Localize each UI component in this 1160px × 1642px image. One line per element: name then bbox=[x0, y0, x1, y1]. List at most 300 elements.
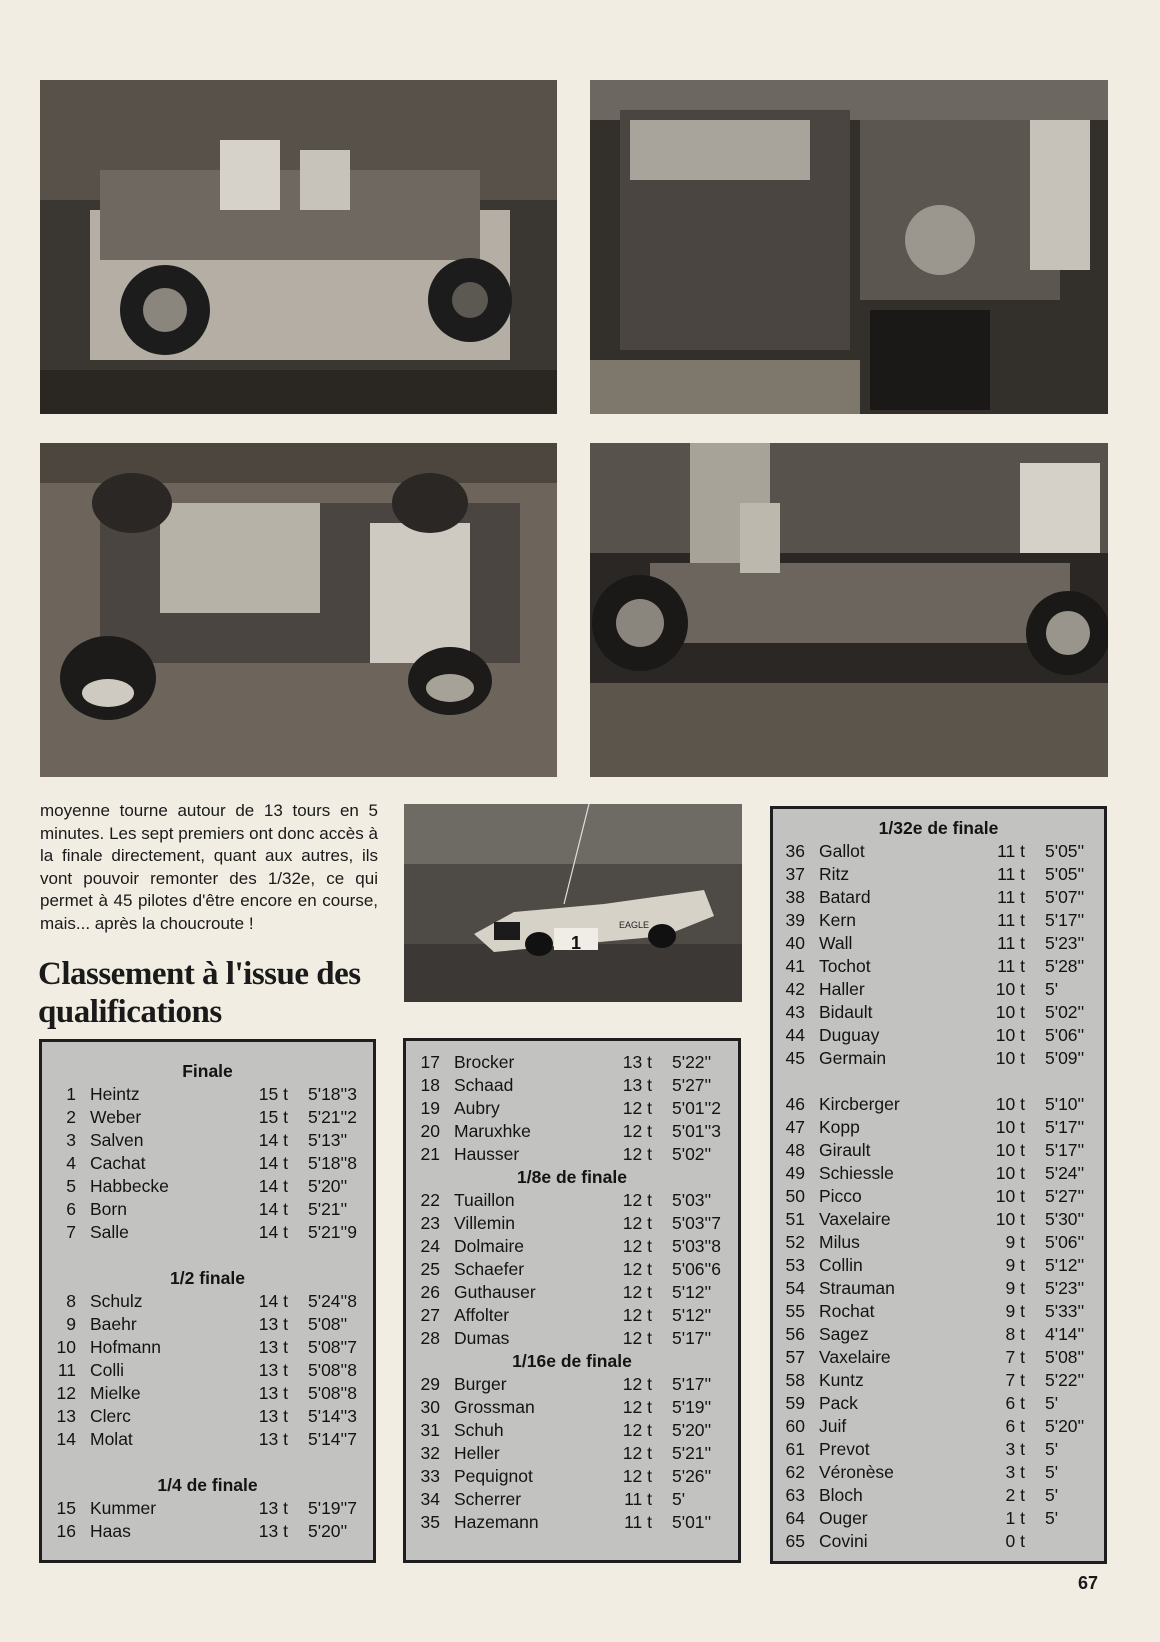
driver-name: Gallot bbox=[819, 841, 865, 861]
photo-car-side-view bbox=[590, 443, 1108, 777]
photo-chassis-closeup bbox=[590, 80, 1108, 414]
result-row bbox=[773, 1438, 1104, 1461]
rank: 14 bbox=[56, 1429, 76, 1449]
laps: 11 t bbox=[997, 864, 1025, 884]
rank: 39 bbox=[785, 910, 805, 930]
driver-name: Maruxhke bbox=[454, 1121, 531, 1141]
rank: 46 bbox=[785, 1094, 805, 1114]
time: 5'17'' bbox=[1045, 1140, 1085, 1160]
result-row bbox=[773, 1392, 1104, 1415]
result-row bbox=[773, 863, 1104, 886]
laps: 15 t bbox=[258, 1107, 288, 1127]
laps: 12 t bbox=[622, 1466, 652, 1486]
rank: 19 bbox=[420, 1098, 440, 1118]
driver-name: Brocker bbox=[454, 1052, 515, 1072]
driver-name: Baehr bbox=[90, 1314, 137, 1334]
laps: 13 t bbox=[622, 1052, 652, 1072]
rank: 37 bbox=[785, 864, 805, 884]
rank: 29 bbox=[420, 1374, 440, 1394]
driver-name: Schaad bbox=[454, 1075, 514, 1095]
time: 5'12'' bbox=[1045, 1255, 1085, 1275]
time: 5'03''7 bbox=[672, 1213, 721, 1233]
driver-name: Weber bbox=[90, 1107, 142, 1127]
result-row bbox=[42, 1129, 373, 1152]
driver-name: Pack bbox=[819, 1393, 858, 1413]
result-row bbox=[406, 1143, 738, 1166]
rank: 38 bbox=[785, 887, 805, 907]
driver-name: Molat bbox=[90, 1429, 133, 1449]
laps: 11 t bbox=[997, 956, 1025, 976]
rank: 56 bbox=[785, 1324, 805, 1344]
result-row bbox=[42, 1359, 373, 1382]
time: 5'20'' bbox=[1045, 1416, 1085, 1436]
result-row bbox=[773, 1254, 1104, 1277]
time: 5'24''8 bbox=[308, 1291, 357, 1311]
laps: 11 t bbox=[997, 887, 1025, 907]
time: 5'08'' bbox=[1045, 1347, 1085, 1367]
section-title: 1/16e de finale bbox=[512, 1351, 632, 1371]
driver-name: Born bbox=[90, 1199, 127, 1219]
result-row bbox=[773, 955, 1104, 978]
rank: 20 bbox=[420, 1121, 440, 1141]
section-title: 1/32e de finale bbox=[878, 818, 999, 838]
driver-name: Kopp bbox=[819, 1117, 860, 1137]
result-row bbox=[42, 1405, 373, 1428]
driver-name: Vaxelaire bbox=[819, 1347, 891, 1367]
driver-name: Grossman bbox=[454, 1397, 535, 1417]
time: 5'24'' bbox=[1045, 1163, 1085, 1183]
time: 5'17'' bbox=[672, 1328, 712, 1348]
time: 5' bbox=[1045, 1485, 1059, 1505]
result-row bbox=[42, 1313, 373, 1336]
driver-name: Affolter bbox=[454, 1305, 510, 1325]
laps: 14 t bbox=[258, 1291, 288, 1311]
result-row bbox=[773, 1047, 1104, 1070]
driver-name: Schulz bbox=[90, 1291, 143, 1311]
laps: 14 t bbox=[258, 1153, 288, 1173]
driver-name: Heller bbox=[454, 1443, 500, 1463]
driver-name: Ritz bbox=[819, 864, 850, 884]
driver-name: Kuntz bbox=[819, 1370, 864, 1390]
laps: 14 t bbox=[258, 1222, 288, 1242]
time: 5'18''8 bbox=[308, 1153, 357, 1173]
driver-name: Cachat bbox=[90, 1153, 146, 1173]
rank: 55 bbox=[785, 1301, 805, 1321]
result-row bbox=[773, 1001, 1104, 1024]
laps: 10 t bbox=[995, 1025, 1025, 1045]
rank: 18 bbox=[420, 1075, 440, 1095]
result-row bbox=[773, 1116, 1104, 1139]
laps: 10 t bbox=[995, 1117, 1025, 1137]
result-row bbox=[42, 1497, 373, 1520]
rank: 63 bbox=[785, 1485, 805, 1505]
photo-car-on-table bbox=[40, 443, 557, 777]
result-row bbox=[406, 1465, 738, 1488]
result-row bbox=[406, 1488, 738, 1511]
driver-name: Wall bbox=[819, 933, 853, 953]
driver-name: Salle bbox=[90, 1222, 129, 1242]
laps: 3 t bbox=[1005, 1462, 1025, 1482]
time: 4'14'' bbox=[1045, 1324, 1085, 1344]
result-row bbox=[406, 1373, 738, 1396]
laps: 14 t bbox=[258, 1176, 288, 1196]
time: 5'01''2 bbox=[672, 1098, 721, 1118]
laps: 13 t bbox=[258, 1406, 288, 1426]
laps: 1 t bbox=[1005, 1508, 1025, 1528]
laps: 12 t bbox=[622, 1420, 652, 1440]
result-row bbox=[773, 1139, 1104, 1162]
driver-name: Vaxelaire bbox=[819, 1209, 891, 1229]
time: 5'27'' bbox=[1045, 1186, 1085, 1206]
rank: 60 bbox=[785, 1416, 805, 1436]
laps: 13 t bbox=[258, 1383, 288, 1403]
rank: 17 bbox=[420, 1052, 440, 1072]
laps: 14 t bbox=[258, 1199, 288, 1219]
time: 5'17'' bbox=[672, 1374, 712, 1394]
time: 5'22'' bbox=[1045, 1370, 1085, 1390]
time: 5' bbox=[1045, 1393, 1059, 1413]
result-row bbox=[406, 1235, 738, 1258]
driver-name: Kircberger bbox=[819, 1094, 900, 1114]
laps: 13 t bbox=[622, 1075, 652, 1095]
laps: 11 t bbox=[997, 910, 1025, 930]
result-row bbox=[773, 1346, 1104, 1369]
time: 5'21''9 bbox=[308, 1222, 357, 1242]
time: 5'20'' bbox=[308, 1521, 348, 1541]
driver-name: Ouger bbox=[819, 1508, 868, 1528]
driver-name: Dolmaire bbox=[454, 1236, 525, 1256]
rank: 7 bbox=[66, 1222, 76, 1242]
laps: 11 t bbox=[624, 1489, 652, 1509]
driver-name: Girault bbox=[819, 1140, 871, 1160]
laps: 12 t bbox=[622, 1443, 652, 1463]
laps: 0 t bbox=[1005, 1531, 1025, 1551]
laps: 12 t bbox=[622, 1121, 652, 1141]
time: 5'14''7 bbox=[308, 1429, 357, 1449]
time: 5'21'' bbox=[672, 1443, 712, 1463]
driver-name: Picco bbox=[819, 1186, 862, 1206]
driver-name: Rochat bbox=[819, 1301, 875, 1321]
laps: 3 t bbox=[1005, 1439, 1025, 1459]
laps: 9 t bbox=[1005, 1232, 1025, 1252]
time bbox=[1045, 1530, 1104, 1553]
time: 5'21'' bbox=[308, 1199, 348, 1219]
result-row bbox=[42, 1290, 373, 1313]
rank: 25 bbox=[420, 1259, 440, 1279]
result-row bbox=[42, 1198, 373, 1221]
driver-name: Guthauser bbox=[454, 1282, 536, 1302]
laps: 10 t bbox=[995, 1002, 1025, 1022]
time: 5'06'' bbox=[1045, 1025, 1085, 1045]
time: 5'03''8 bbox=[672, 1236, 721, 1256]
rank: 26 bbox=[420, 1282, 440, 1302]
driver-name: Tochot bbox=[819, 956, 871, 976]
result-row bbox=[406, 1258, 738, 1281]
result-row bbox=[42, 1221, 373, 1244]
laps: 12 t bbox=[622, 1374, 652, 1394]
section-title: Finale bbox=[182, 1061, 233, 1081]
driver-name: Prevot bbox=[819, 1439, 870, 1459]
rank: 53 bbox=[785, 1255, 805, 1275]
results-heading: Classement à l'issue des qualifications bbox=[38, 956, 361, 1030]
time: 5'10'' bbox=[1045, 1094, 1085, 1114]
rank: 33 bbox=[420, 1466, 440, 1486]
time: 5'08'' bbox=[308, 1314, 348, 1334]
time: 5'05'' bbox=[1045, 864, 1085, 884]
result-row bbox=[406, 1074, 738, 1097]
rank: 49 bbox=[785, 1163, 805, 1183]
time: 5'26'' bbox=[672, 1466, 712, 1486]
rank: 58 bbox=[785, 1370, 805, 1390]
time: 5'01''3 bbox=[672, 1121, 721, 1141]
laps: 12 t bbox=[622, 1213, 652, 1233]
laps: 10 t bbox=[995, 1048, 1025, 1068]
laps: 9 t bbox=[1005, 1301, 1025, 1321]
rank: 3 bbox=[66, 1130, 76, 1150]
time: 5'07'' bbox=[1045, 887, 1085, 907]
result-row bbox=[406, 1281, 738, 1304]
laps: 11 t bbox=[997, 933, 1025, 953]
driver-name: Clerc bbox=[90, 1406, 131, 1426]
laps: 10 t bbox=[995, 1140, 1025, 1160]
time: 5'01'' bbox=[672, 1512, 712, 1532]
driver-name: Haller bbox=[819, 979, 865, 999]
rank: 40 bbox=[785, 933, 805, 953]
driver-name: Batard bbox=[819, 887, 871, 907]
rank: 4 bbox=[66, 1153, 76, 1173]
driver-name: Schaefer bbox=[454, 1259, 525, 1279]
result-row bbox=[773, 1415, 1104, 1438]
result-row bbox=[406, 1120, 738, 1143]
driver-name: Pequignot bbox=[454, 1466, 533, 1486]
driver-name: Mielke bbox=[90, 1383, 141, 1403]
laps: 12 t bbox=[622, 1305, 652, 1325]
time: 5'22'' bbox=[672, 1052, 712, 1072]
result-row bbox=[773, 886, 1104, 909]
laps: 13 t bbox=[258, 1314, 288, 1334]
rank: 41 bbox=[785, 956, 805, 976]
time: 5'02'' bbox=[1045, 1002, 1085, 1022]
laps: 13 t bbox=[258, 1498, 288, 1518]
result-row bbox=[773, 1231, 1104, 1254]
laps: 10 t bbox=[995, 1163, 1025, 1183]
result-row bbox=[773, 1323, 1104, 1346]
driver-name: Covini bbox=[819, 1531, 868, 1551]
driver-name: Salven bbox=[90, 1130, 144, 1150]
photo-car-on-box bbox=[40, 80, 557, 414]
driver-name: Bloch bbox=[819, 1485, 863, 1505]
laps: 6 t bbox=[1005, 1393, 1025, 1413]
result-row bbox=[42, 1083, 373, 1106]
laps: 10 t bbox=[995, 1186, 1025, 1206]
driver-name: Habbecke bbox=[90, 1176, 169, 1196]
laps: 12 t bbox=[622, 1259, 652, 1279]
time: 5'17'' bbox=[1045, 1117, 1085, 1137]
rank: 30 bbox=[420, 1397, 440, 1417]
rank: 65 bbox=[785, 1531, 805, 1551]
time: 5'23'' bbox=[1045, 933, 1085, 953]
rank: 43 bbox=[785, 1002, 805, 1022]
section-title: 1/4 de finale bbox=[157, 1475, 258, 1495]
laps: 14 t bbox=[258, 1130, 288, 1150]
driver-name: Schuh bbox=[454, 1420, 504, 1440]
time: 5'17'' bbox=[1045, 910, 1085, 930]
laps: 12 t bbox=[622, 1328, 652, 1348]
driver-name: Collin bbox=[819, 1255, 863, 1275]
result-row bbox=[406, 1212, 738, 1235]
rank: 28 bbox=[420, 1328, 440, 1348]
laps: 9 t bbox=[1005, 1278, 1025, 1298]
time: 5'14''3 bbox=[308, 1406, 357, 1426]
time: 5'27'' bbox=[672, 1075, 712, 1095]
rank: 8 bbox=[66, 1291, 76, 1311]
driver-name: Heintz bbox=[90, 1084, 140, 1104]
result-row bbox=[42, 1175, 373, 1198]
laps: 12 t bbox=[622, 1098, 652, 1118]
laps: 10 t bbox=[995, 1209, 1025, 1229]
section-title: 1/2 finale bbox=[170, 1268, 245, 1288]
rank: 24 bbox=[420, 1236, 440, 1256]
intro-paragraph: moyenne tourne autour de 13 tours en 5 minutes. Les sept premiers ont donc accès à la finale directement, quant aux autres, ils vont pouvoir remonter des 1/32e, ce qui permet à 45 pilotes d'être encore en course, mais... après la choucroute ! bbox=[40, 801, 378, 933]
rank: 22 bbox=[420, 1190, 440, 1210]
driver-name: Kummer bbox=[90, 1498, 157, 1518]
result-row bbox=[773, 1024, 1104, 1047]
rank: 50 bbox=[785, 1186, 805, 1206]
result-row bbox=[406, 1419, 738, 1442]
result-row bbox=[773, 932, 1104, 955]
driver-name: Dumas bbox=[454, 1328, 510, 1348]
rank: 54 bbox=[785, 1278, 805, 1298]
time: 5'33'' bbox=[1045, 1301, 1085, 1321]
time: 5'12'' bbox=[672, 1282, 712, 1302]
driver-name: Tuaillon bbox=[454, 1190, 515, 1210]
driver-name: Aubry bbox=[454, 1098, 500, 1118]
time: 5'06'' bbox=[1045, 1232, 1085, 1252]
time: 5'05'' bbox=[1045, 841, 1085, 861]
result-row bbox=[42, 1428, 373, 1451]
rank: 1 bbox=[66, 1084, 76, 1104]
rank: 42 bbox=[785, 979, 805, 999]
laps: 9 t bbox=[1005, 1255, 1025, 1275]
laps: 11 t bbox=[624, 1512, 652, 1532]
driver-name: Schiessle bbox=[819, 1163, 894, 1183]
rank: 59 bbox=[785, 1393, 805, 1413]
time: 5'12'' bbox=[672, 1305, 712, 1325]
laps: 12 t bbox=[622, 1282, 652, 1302]
result-row bbox=[406, 1097, 738, 1120]
time: 5'08''7 bbox=[308, 1337, 357, 1357]
laps: 13 t bbox=[258, 1429, 288, 1449]
time: 5'06''6 bbox=[672, 1259, 721, 1279]
laps: 11 t bbox=[997, 841, 1025, 861]
laps: 13 t bbox=[258, 1360, 288, 1380]
result-row bbox=[406, 1327, 738, 1350]
car-number: 1 bbox=[570, 933, 582, 953]
time: 5'09'' bbox=[1045, 1048, 1085, 1068]
rank: 6 bbox=[66, 1199, 76, 1219]
rank: 2 bbox=[66, 1107, 76, 1127]
rank: 10 bbox=[56, 1337, 76, 1357]
laps: 8 t bbox=[1005, 1324, 1025, 1344]
time: 5'13'' bbox=[308, 1130, 348, 1150]
result-row bbox=[773, 1277, 1104, 1300]
driver-name: Kern bbox=[819, 910, 856, 930]
time: 5' bbox=[1045, 979, 1059, 999]
rank: 23 bbox=[420, 1213, 440, 1233]
rank: 34 bbox=[420, 1489, 440, 1509]
rank: 12 bbox=[56, 1383, 76, 1403]
rank: 64 bbox=[785, 1508, 805, 1528]
time: 5'19'' bbox=[672, 1397, 712, 1417]
rank: 52 bbox=[785, 1232, 805, 1252]
driver-name: Strauman bbox=[819, 1278, 895, 1298]
driver-name: Villemin bbox=[454, 1213, 515, 1233]
rank: 15 bbox=[56, 1498, 76, 1518]
results-box-finale bbox=[39, 1039, 376, 1563]
laps: 10 t bbox=[995, 1094, 1025, 1114]
laps: 13 t bbox=[258, 1521, 288, 1541]
driver-name: Bidault bbox=[819, 1002, 873, 1022]
laps: 12 t bbox=[622, 1190, 652, 1210]
time: 5'28'' bbox=[1045, 956, 1085, 976]
result-row bbox=[42, 1336, 373, 1359]
section-title: 1/8e de finale bbox=[517, 1167, 627, 1187]
driver-name: Juif bbox=[819, 1416, 847, 1436]
result-row bbox=[42, 1106, 373, 1129]
driver-name: Hofmann bbox=[90, 1337, 162, 1357]
driver-name: Colli bbox=[90, 1360, 125, 1380]
result-row bbox=[42, 1152, 373, 1175]
rank: 31 bbox=[420, 1420, 440, 1440]
result-row bbox=[773, 1530, 1104, 1553]
rank: 16 bbox=[56, 1521, 76, 1541]
car-label: EAGLE bbox=[618, 920, 650, 930]
time: 5'03'' bbox=[672, 1190, 712, 1210]
laps: 2 t bbox=[1005, 1485, 1025, 1505]
driver-name: Scherrer bbox=[454, 1489, 522, 1509]
laps: 7 t bbox=[1005, 1370, 1025, 1390]
laps: 12 t bbox=[622, 1397, 652, 1417]
rank: 13 bbox=[56, 1406, 76, 1426]
result-row bbox=[406, 1051, 738, 1074]
time: 5'08''8 bbox=[308, 1383, 357, 1403]
laps: 7 t bbox=[1005, 1347, 1025, 1367]
rank: 44 bbox=[785, 1025, 805, 1045]
rank: 32 bbox=[420, 1443, 440, 1463]
result-row bbox=[773, 1461, 1104, 1484]
rank: 36 bbox=[785, 841, 805, 861]
rank: 57 bbox=[785, 1347, 805, 1367]
time: 5'02'' bbox=[672, 1144, 712, 1164]
time: 5' bbox=[1045, 1508, 1059, 1528]
rank: 5 bbox=[66, 1176, 76, 1196]
result-row bbox=[773, 1093, 1104, 1116]
photo-racing-car-number-1 bbox=[404, 804, 742, 1002]
laps: 12 t bbox=[622, 1144, 652, 1164]
rank: 61 bbox=[785, 1439, 805, 1459]
time: 5'18''3 bbox=[308, 1084, 357, 1104]
time: 5'21''2 bbox=[308, 1107, 357, 1127]
result-row bbox=[406, 1189, 738, 1212]
result-row bbox=[406, 1304, 738, 1327]
time: 5'30'' bbox=[1045, 1209, 1085, 1229]
result-row bbox=[773, 1185, 1104, 1208]
result-row bbox=[42, 1520, 373, 1543]
time: 5' bbox=[1045, 1462, 1059, 1482]
laps: 15 t bbox=[258, 1084, 288, 1104]
rank: 48 bbox=[785, 1140, 805, 1160]
rank: 35 bbox=[420, 1512, 440, 1532]
